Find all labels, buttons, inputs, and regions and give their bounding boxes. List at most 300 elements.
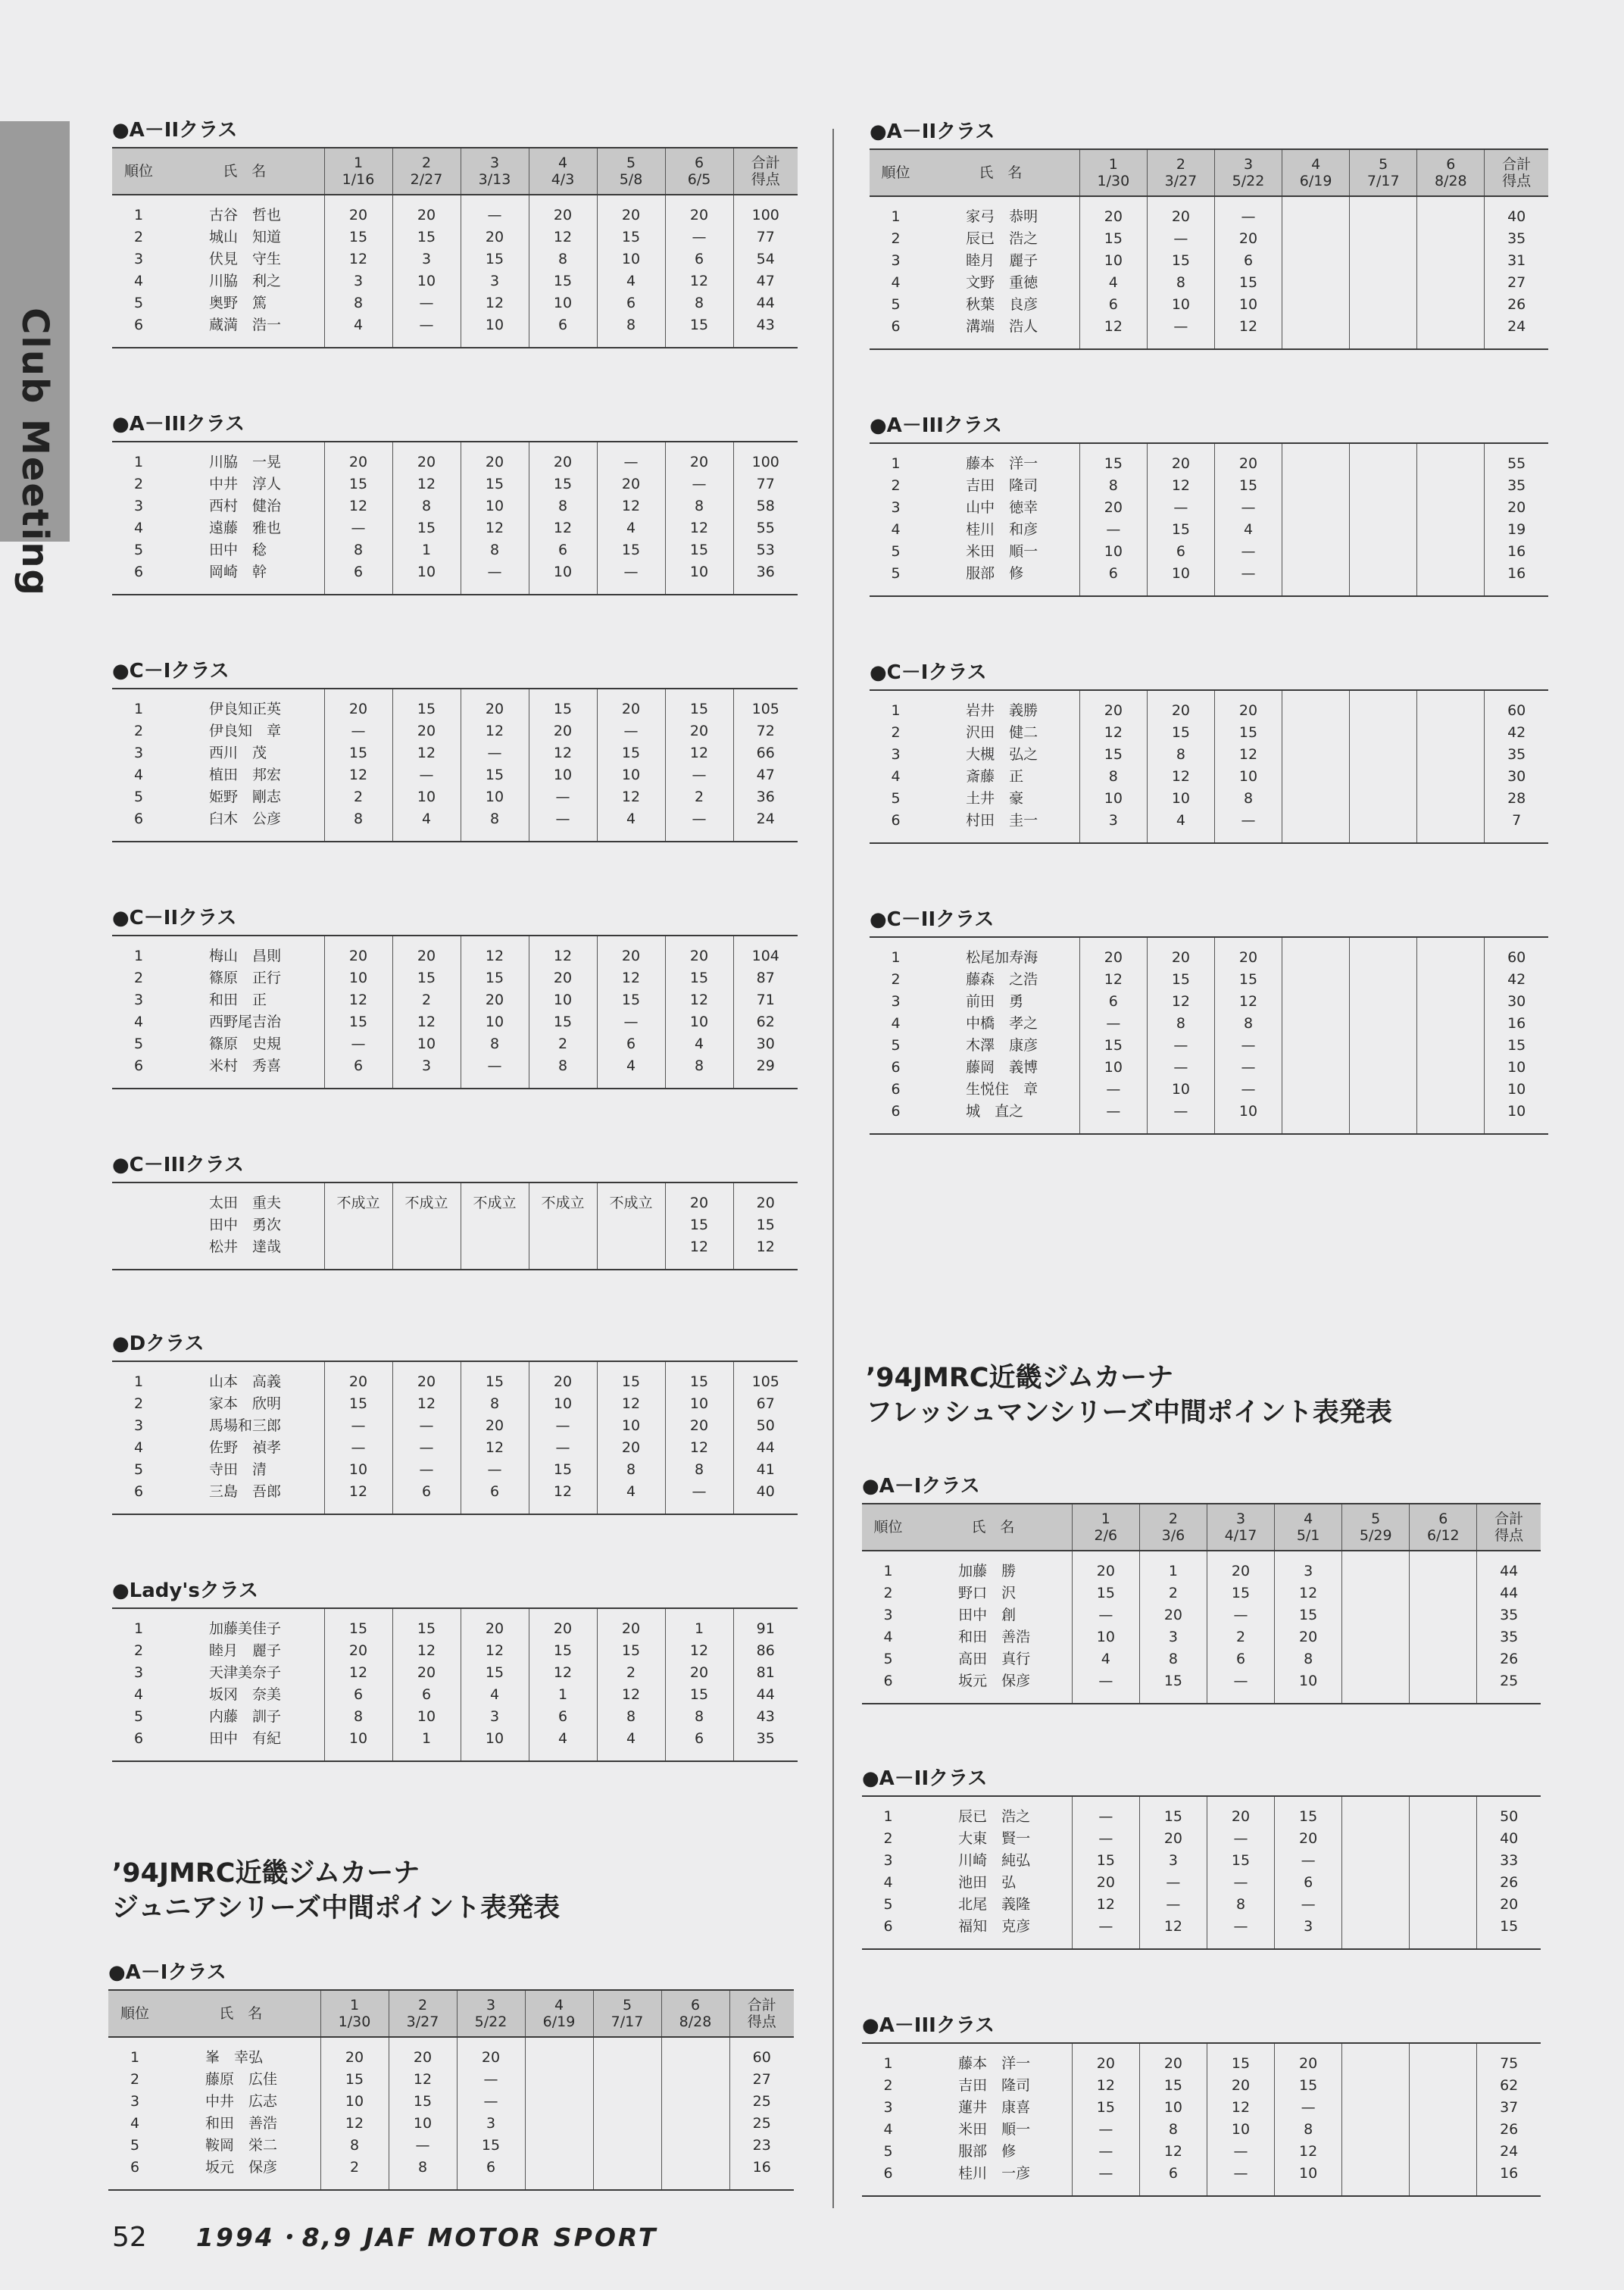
table-row bbox=[870, 316, 1548, 338]
table-row bbox=[870, 766, 1548, 788]
rank-cell: 2 bbox=[891, 230, 901, 247]
spacer-cell bbox=[392, 583, 461, 595]
round-points: 15 bbox=[1207, 2053, 1274, 2075]
spacer-cell bbox=[324, 689, 392, 698]
spacer-cell bbox=[112, 1608, 165, 1618]
round-points bbox=[1342, 1670, 1410, 1692]
spacer-cell bbox=[733, 1608, 798, 1618]
round-points: 15 bbox=[1072, 1582, 1139, 1604]
points-table bbox=[108, 1989, 794, 2191]
spacer-cell bbox=[457, 2037, 525, 2047]
spacer-cell bbox=[1417, 443, 1485, 453]
total-points: 50 bbox=[733, 1415, 798, 1437]
total-points: 58 bbox=[733, 495, 798, 517]
round-points: 20 bbox=[1139, 2053, 1207, 2075]
spacer-cell bbox=[1417, 1123, 1485, 1134]
round-points: 6 bbox=[1079, 991, 1147, 1013]
round-points: 15 bbox=[597, 227, 665, 248]
total-points: 55 bbox=[1485, 453, 1548, 475]
spacer-cell bbox=[529, 442, 597, 451]
points-table bbox=[870, 936, 1548, 1135]
round-points: 8 bbox=[389, 2157, 457, 2179]
spacer-cell bbox=[1139, 1551, 1207, 1561]
driver-name: 篠原 史規 bbox=[209, 1036, 282, 1052]
driver-name: 佐野 禎孝 bbox=[209, 1439, 282, 1456]
round-points: 6 bbox=[665, 1728, 733, 1750]
round-points: 12 bbox=[529, 517, 597, 539]
round-number: 6 bbox=[1446, 156, 1456, 173]
round-points bbox=[661, 2157, 729, 2179]
round-header bbox=[525, 1990, 593, 2037]
round-points: — bbox=[1275, 1850, 1342, 1872]
round-header bbox=[1072, 1504, 1139, 1551]
spacer-cell bbox=[165, 1258, 324, 1270]
round-points bbox=[1282, 563, 1350, 585]
round-points bbox=[1417, 700, 1485, 722]
spacer-cell bbox=[1350, 585, 1417, 596]
spacer-cell bbox=[1282, 338, 1350, 349]
spacer-cell bbox=[457, 2179, 525, 2190]
spacer-cell bbox=[665, 442, 733, 451]
round-date: 5/29 bbox=[1359, 1527, 1392, 1544]
round-header bbox=[1342, 1504, 1410, 1551]
driver-name: 山本 高義 bbox=[209, 1373, 282, 1390]
spacer-cell bbox=[922, 443, 1079, 453]
table-row bbox=[870, 1013, 1548, 1035]
total-points: 33 bbox=[1477, 1850, 1541, 1872]
round-points: — bbox=[389, 2135, 457, 2157]
rank-cell: 5 bbox=[891, 565, 901, 582]
total-points: 40 bbox=[1477, 1828, 1541, 1850]
round-points: — bbox=[529, 786, 597, 808]
total-points: 25 bbox=[729, 2113, 794, 2135]
table-row bbox=[112, 1033, 798, 1055]
round-points bbox=[1282, 228, 1350, 250]
round-points: 10 bbox=[1079, 250, 1147, 272]
round-points bbox=[1350, 228, 1417, 250]
round-points: — bbox=[597, 720, 665, 742]
round-points bbox=[1417, 766, 1485, 788]
total-points: 41 bbox=[733, 1459, 798, 1481]
table-row bbox=[112, 451, 798, 473]
spacer-cell bbox=[870, 585, 922, 596]
spacer-cell bbox=[1072, 2043, 1139, 2053]
spacer-cell bbox=[1350, 937, 1417, 947]
round-points: 10 bbox=[1275, 1670, 1342, 1692]
spacer-cell bbox=[733, 336, 798, 348]
rank-cell: 6 bbox=[891, 1059, 901, 1076]
spacer-cell bbox=[862, 2043, 914, 2053]
driver-name: 桂川 一彦 bbox=[958, 2165, 1031, 2182]
round-header bbox=[1350, 149, 1417, 196]
table-row bbox=[112, 764, 798, 786]
round-points bbox=[1410, 1604, 1477, 1626]
round-points bbox=[661, 2113, 729, 2135]
spacer-cell bbox=[1207, 2185, 1274, 2196]
total-points: 42 bbox=[1485, 722, 1548, 744]
name-header: 氏 名 bbox=[165, 148, 324, 195]
round-points: 8 bbox=[461, 1033, 529, 1055]
spacer-cell bbox=[324, 1182, 392, 1192]
spacer-cell bbox=[665, 1608, 733, 1618]
total-points: 24 bbox=[733, 808, 798, 830]
spacer-row bbox=[112, 442, 798, 451]
round-points: 20 bbox=[1275, 1626, 1342, 1648]
round-points: 15 bbox=[529, 698, 597, 720]
round-points: 3 bbox=[1275, 1561, 1342, 1582]
table-row bbox=[112, 1236, 798, 1258]
round-points bbox=[1342, 2141, 1410, 2163]
round-points: 15 bbox=[1147, 722, 1214, 744]
round-points: 20 bbox=[665, 720, 733, 742]
round-points: 10 bbox=[1139, 2097, 1207, 2119]
round-points: 12 bbox=[665, 742, 733, 764]
round-points bbox=[1350, 1057, 1417, 1079]
round-points: 20 bbox=[597, 473, 665, 495]
points-table bbox=[870, 689, 1548, 844]
spacer-cell bbox=[1485, 937, 1548, 947]
spacer-cell bbox=[1139, 2185, 1207, 2196]
table-row bbox=[112, 698, 798, 720]
round-points: 2 bbox=[320, 2157, 389, 2179]
round-points: 12 bbox=[597, 495, 665, 517]
table-row bbox=[112, 248, 798, 270]
round-points bbox=[1282, 744, 1350, 766]
round-date: 6/19 bbox=[542, 2014, 576, 2030]
round-points: 3 bbox=[457, 2113, 525, 2135]
round-points: 12 bbox=[597, 786, 665, 808]
rank-cell: 6 bbox=[891, 1103, 901, 1120]
spacer-cell bbox=[392, 936, 461, 945]
round-points: 15 bbox=[392, 967, 461, 989]
table-row bbox=[870, 1101, 1548, 1123]
spacer-cell bbox=[922, 1123, 1079, 1134]
driver-name: 坂元 保彦 bbox=[958, 1673, 1031, 1689]
rank-cell: 2 bbox=[883, 1585, 893, 1601]
round-points: — bbox=[1072, 2141, 1139, 2163]
spacer-cell bbox=[597, 195, 665, 205]
round-points: 15 bbox=[324, 1618, 392, 1640]
round-date: 7/17 bbox=[1366, 173, 1400, 189]
round-number: 1 bbox=[353, 155, 364, 171]
rank-cell: 4 bbox=[133, 273, 144, 289]
round-points: 10 bbox=[461, 314, 529, 336]
spacer-cell bbox=[392, 1361, 461, 1371]
spacer-cell bbox=[1275, 2185, 1342, 2196]
spacer-cell bbox=[112, 689, 165, 698]
spacer-cell bbox=[1147, 585, 1214, 596]
round-points: 12 bbox=[597, 1393, 665, 1415]
driver-name: 睦月 麗子 bbox=[966, 252, 1038, 269]
driver-name: 中橋 孝之 bbox=[966, 1015, 1038, 1032]
round-points: 8 bbox=[665, 292, 733, 314]
driver-name: 服部 修 bbox=[958, 2143, 1017, 2160]
driver-name: 松尾加寿海 bbox=[966, 949, 1038, 966]
round-points: 10 bbox=[597, 248, 665, 270]
round-points: — bbox=[665, 473, 733, 495]
round-points: — bbox=[457, 2091, 525, 2113]
round-points: 不成立 bbox=[597, 1192, 665, 1214]
rank-cell: 4 bbox=[133, 1686, 144, 1703]
round-points: 4 bbox=[392, 808, 461, 830]
total-points: 7 bbox=[1485, 810, 1548, 832]
round-points: 不成立 bbox=[461, 1192, 529, 1214]
round-points: 10 bbox=[1147, 294, 1214, 316]
rank-cell: 3 bbox=[133, 498, 144, 514]
driver-name: 辰已 浩之 bbox=[958, 1808, 1031, 1825]
round-points: 15 bbox=[665, 539, 733, 561]
spacer-cell bbox=[733, 1182, 798, 1192]
spacer-row bbox=[112, 830, 798, 842]
spacer-cell bbox=[529, 195, 597, 205]
round-points bbox=[1350, 541, 1417, 563]
round-points: — bbox=[1207, 1872, 1274, 1894]
table-row bbox=[112, 742, 798, 764]
spacer-cell bbox=[870, 832, 922, 843]
class-section bbox=[112, 1574, 798, 1762]
round-points: 20 bbox=[324, 698, 392, 720]
class-section bbox=[112, 408, 798, 595]
table-row bbox=[870, 563, 1548, 585]
round-points: 8 bbox=[529, 1055, 597, 1077]
table-row bbox=[862, 1916, 1541, 1938]
driver-name: 篠原 正行 bbox=[209, 970, 282, 986]
round-points: 15 bbox=[529, 270, 597, 292]
round-points: 2 bbox=[1207, 1626, 1274, 1648]
round-points bbox=[1350, 497, 1417, 519]
rank-cell: 5 bbox=[133, 295, 144, 311]
round-points: 8 bbox=[1079, 475, 1147, 497]
rank-cell: 4 bbox=[130, 2115, 140, 2132]
spacer-cell bbox=[914, 1551, 1072, 1561]
spacer-cell bbox=[1275, 1551, 1342, 1561]
round-points: 12 bbox=[1147, 475, 1214, 497]
round-points: 4 bbox=[1147, 810, 1214, 832]
round-points bbox=[1282, 475, 1350, 497]
spacer-cell bbox=[1282, 690, 1350, 700]
table-row bbox=[112, 517, 798, 539]
spacer-cell bbox=[165, 1077, 324, 1089]
round-points bbox=[1417, 453, 1485, 475]
round-points: 20 bbox=[392, 720, 461, 742]
driver-name: 大東 賢一 bbox=[958, 1830, 1031, 1847]
round-points: 15 bbox=[1214, 475, 1282, 497]
spacer-cell bbox=[112, 1361, 165, 1371]
spacer-cell bbox=[324, 442, 392, 451]
round-points: 15 bbox=[1147, 519, 1214, 541]
round-points: — bbox=[392, 764, 461, 786]
round-points: 2 bbox=[392, 989, 461, 1011]
table-row bbox=[112, 1415, 798, 1437]
round-points bbox=[661, 2069, 729, 2091]
round-points bbox=[525, 2091, 593, 2113]
driver-name: 松井 達哉 bbox=[209, 1239, 282, 1255]
round-points: 10 bbox=[392, 270, 461, 292]
round-points bbox=[1342, 1828, 1410, 1850]
rank-cell: 3 bbox=[133, 1664, 144, 1681]
round-points: 15 bbox=[1079, 453, 1147, 475]
round-header bbox=[661, 1990, 729, 2037]
round-points bbox=[1282, 519, 1350, 541]
class-section bbox=[870, 656, 1548, 844]
spacer-cell bbox=[389, 2037, 457, 2047]
round-number: 4 bbox=[1311, 156, 1321, 173]
round-number: 1 bbox=[349, 1997, 360, 2014]
spacer-cell bbox=[165, 689, 324, 698]
spacer-cell bbox=[392, 1503, 461, 1514]
round-points: 8 bbox=[1214, 788, 1282, 810]
spacer-cell bbox=[165, 936, 324, 945]
spacer-cell bbox=[1342, 1551, 1410, 1561]
rank-header: 順位 bbox=[108, 1990, 161, 2037]
round-points: 12 bbox=[324, 248, 392, 270]
round-points bbox=[1342, 2053, 1410, 2075]
round-header bbox=[1275, 1504, 1342, 1551]
driver-name: 岩井 義勝 bbox=[966, 702, 1038, 719]
round-points: 15 bbox=[324, 742, 392, 764]
spacer-cell bbox=[165, 1361, 324, 1371]
spacer-row bbox=[112, 1608, 798, 1618]
spacer-cell bbox=[165, 442, 324, 451]
total-points: 23 bbox=[729, 2135, 794, 2157]
round-points: 12 bbox=[324, 1481, 392, 1503]
rank-cell bbox=[112, 1214, 165, 1236]
round-points: 15 bbox=[1139, 1806, 1207, 1828]
round-points bbox=[1410, 1561, 1477, 1582]
round-date: 1/30 bbox=[1097, 173, 1130, 189]
round-points bbox=[593, 2113, 661, 2135]
round-points: 8 bbox=[597, 1459, 665, 1481]
header-row bbox=[870, 149, 1548, 196]
round-points: 10 bbox=[324, 967, 392, 989]
points-table bbox=[112, 441, 798, 595]
rank-cell: 1 bbox=[891, 455, 901, 472]
round-points bbox=[1417, 563, 1485, 585]
round-points: — bbox=[1214, 563, 1282, 585]
spacer-cell bbox=[1147, 1123, 1214, 1134]
rank-cell: 5 bbox=[133, 1461, 144, 1478]
rank-cell: 1 bbox=[133, 948, 144, 964]
spacer-cell bbox=[1214, 443, 1282, 453]
round-points bbox=[1342, 1604, 1410, 1626]
spacer-cell bbox=[1350, 443, 1417, 453]
round-points: 10 bbox=[529, 561, 597, 583]
spacer-row bbox=[870, 690, 1548, 700]
round-points: — bbox=[1214, 1057, 1282, 1079]
round-points: 8 bbox=[1147, 1013, 1214, 1035]
rank-cell: 4 bbox=[133, 1439, 144, 1456]
round-points: 3 bbox=[1079, 810, 1147, 832]
round-points: — bbox=[1079, 1101, 1147, 1123]
class-title: ●A－IIクラス bbox=[112, 119, 238, 142]
round-points: 12 bbox=[461, 1437, 529, 1459]
round-points: 12 bbox=[320, 2113, 389, 2135]
rank-cell: 5 bbox=[883, 2143, 893, 2160]
driver-name: 古谷 哲也 bbox=[209, 207, 282, 223]
total-points: 36 bbox=[733, 786, 798, 808]
table-row bbox=[862, 2141, 1541, 2163]
round-points: 20 bbox=[1147, 700, 1214, 722]
round-date: 5/8 bbox=[619, 171, 643, 188]
table-row bbox=[112, 1481, 798, 1503]
rank-cell bbox=[112, 1192, 165, 1214]
points-table bbox=[112, 688, 798, 842]
round-points: — bbox=[461, 1055, 529, 1077]
spacer-cell bbox=[112, 336, 165, 348]
round-points: 1 bbox=[392, 539, 461, 561]
round-points bbox=[1342, 1894, 1410, 1916]
round-points: 20 bbox=[320, 2047, 389, 2069]
spacer-row bbox=[112, 195, 798, 205]
round-points: 12 bbox=[597, 1684, 665, 1706]
round-points: 15 bbox=[461, 1371, 529, 1393]
round-points: 15 bbox=[597, 742, 665, 764]
spacer-cell bbox=[1417, 585, 1485, 596]
round-points: 6 bbox=[529, 314, 597, 336]
spacer-cell bbox=[733, 1750, 798, 1761]
total-points: 26 bbox=[1485, 294, 1548, 316]
spacer-cell bbox=[1147, 832, 1214, 843]
round-points: — bbox=[665, 764, 733, 786]
round-points: 12 bbox=[1147, 766, 1214, 788]
round-points: 15 bbox=[392, 1618, 461, 1640]
round-points: — bbox=[1147, 1035, 1214, 1057]
round-points bbox=[1350, 250, 1417, 272]
total-points: 20 bbox=[733, 1192, 798, 1214]
spacer-cell bbox=[1417, 690, 1485, 700]
table-row bbox=[862, 1806, 1541, 1828]
table-row bbox=[108, 2069, 794, 2091]
table-row bbox=[112, 945, 798, 967]
round-points bbox=[1282, 766, 1350, 788]
header-row bbox=[108, 1990, 794, 2037]
class-title: ●A－IIIクラス bbox=[862, 2014, 995, 2037]
round-points: 6 bbox=[1079, 563, 1147, 585]
round-points: 12 bbox=[389, 2069, 457, 2091]
round-points: — bbox=[461, 561, 529, 583]
spacer-cell bbox=[320, 2037, 389, 2047]
round-points: 4 bbox=[597, 270, 665, 292]
spacer-cell bbox=[392, 1608, 461, 1618]
table-row bbox=[112, 1055, 798, 1077]
round-points: — bbox=[1072, 1828, 1139, 1850]
round-points: — bbox=[665, 227, 733, 248]
round-number: 2 bbox=[417, 1997, 428, 2014]
spacer-cell bbox=[324, 1077, 392, 1089]
round-points: 10 bbox=[461, 786, 529, 808]
class-section bbox=[862, 1762, 1541, 1950]
points-table bbox=[112, 1182, 798, 1270]
rank-cell: 4 bbox=[883, 1874, 893, 1891]
round-points bbox=[1410, 1806, 1477, 1828]
round-points: — bbox=[324, 1033, 392, 1055]
spacer-cell bbox=[529, 1750, 597, 1761]
round-points: 20 bbox=[1214, 947, 1282, 969]
round-points bbox=[1417, 497, 1485, 519]
round-points: 4 bbox=[1214, 519, 1282, 541]
spacer-cell bbox=[389, 2179, 457, 2190]
spacer-cell bbox=[661, 2179, 729, 2190]
spacer-cell bbox=[1477, 1796, 1541, 1806]
round-points bbox=[1282, 722, 1350, 744]
round-points: 20 bbox=[665, 1192, 733, 1214]
rank-cell: 1 bbox=[891, 702, 901, 719]
spacer-cell bbox=[529, 1077, 597, 1089]
rank-cell: 5 bbox=[130, 2137, 140, 2154]
rank-cell: 4 bbox=[133, 1014, 144, 1030]
spacer-cell bbox=[1079, 937, 1147, 947]
round-points: 20 bbox=[1079, 497, 1147, 519]
